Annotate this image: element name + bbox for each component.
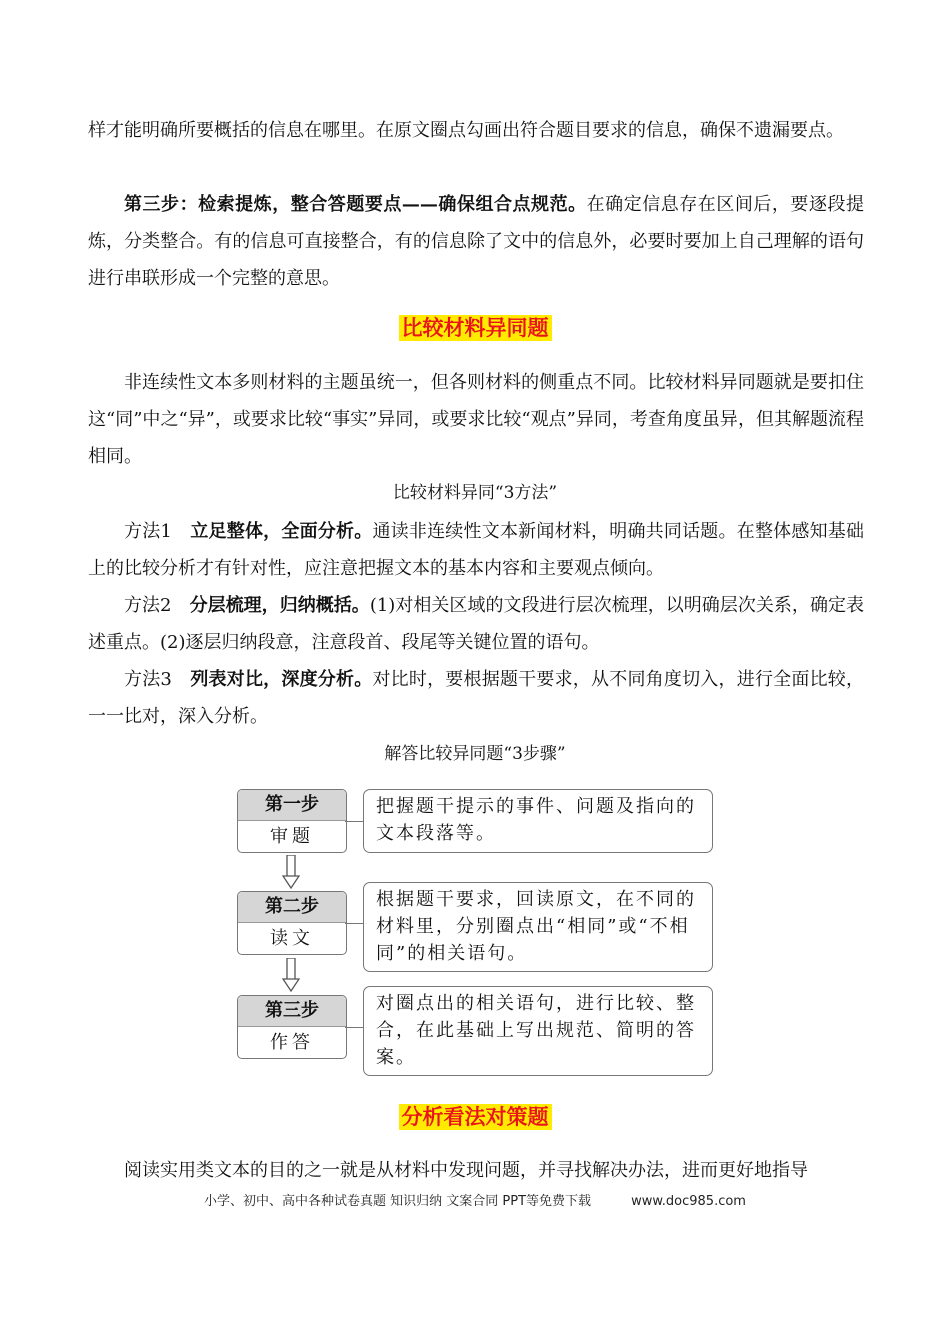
step-1-connector (345, 821, 363, 822)
section-heading-opinion (0, 1102, 950, 1132)
page-footer (0, 1190, 950, 1209)
method-2-body: (1)对相关区域的文段进行层次梳理，以明确层次关系，确定表述重点。(2)逐层归纳段意，注意段首、段尾等关键位置的语句。 (88, 595, 865, 653)
down-arrow-icon (282, 855, 300, 889)
paragraph-step3 (88, 186, 864, 297)
step-2-box (237, 891, 347, 955)
step-2-label: 读文 (270, 928, 314, 949)
step-3-label: 作答 (270, 1032, 314, 1053)
paragraph-method-1 (88, 513, 864, 587)
step-3-box (237, 995, 347, 1059)
method-3-label: 方法3 (124, 669, 191, 690)
down-arrow-icon (282, 958, 300, 992)
paragraph-opinion-intro: 阅读实用类文本的目的之一就是从材料中发现问题，并寻找解决办法，进而更好地指导 (124, 1160, 808, 1181)
step-1-description: 把握题干提示的事件、问题及指向的文本段落等。 (363, 789, 713, 853)
subheading-3-steps: 解答比较异同题“3步骤” (384, 744, 566, 764)
method-1-label: 方法1 (124, 521, 191, 542)
step-1-label: 审题 (270, 826, 314, 847)
section-heading-compare-text: 比较材料异同题 (399, 315, 552, 341)
subheading-3-methods: 比较材料异同“3方法” (392, 483, 558, 503)
step-3-title: 第三步 (238, 996, 346, 1027)
method-2-lead: 分层梳理，归纳概括。 (189, 595, 370, 616)
method-2-label: 方法2 (124, 595, 190, 616)
section-heading-opinion-text: 分析看法对策题 (399, 1104, 552, 1130)
step-3-connector (345, 1027, 363, 1028)
step-2-description: 根据题干要求，回读原文，在不同的材料里，分别圈点出“相同”或“不相同”的相关语句。 (363, 882, 713, 972)
method-1-lead: 立足整体，全面分析。 (190, 521, 373, 542)
paragraph-step2-end: 样才能明确所要概括的信息在哪里。在原文圈点勾画出符合题目要求的信息，确保不遗漏要点。 (88, 120, 844, 141)
step-2-connector (345, 923, 363, 924)
step-2-title: 第二步 (238, 892, 346, 923)
method-3-lead: 列表对比，深度分析。 (190, 669, 373, 690)
step3-body: 在确定信息存在区间后，要逐段提炼，分类整合。有的信息可直接整合，有的信息除了文中的信息外，必要时要加上自己理解的语句进行串联形成一个完整的意思。 (88, 194, 865, 289)
footer-text: 小学、初中、高中各种试卷真题 知识归纳 文案合同 PPT等免费下载 (204, 1194, 592, 1209)
step-1-title: 第一步 (238, 790, 346, 821)
step-3-description: 对圈点出的相关语句，进行比较、整合，在此基础上写出规范、简明的答案。 (363, 986, 713, 1076)
paragraph-compare-intro: 非连续性文本多则材料的主题虽统一，但各则材料的侧重点不同。比较材料异同题就是要扣住这“同”中之“异”，或要求比较“事实”异同，或要求比较“观点”异同，考查角度虽异，但其解题流程相同。 (88, 372, 864, 467)
paragraph-method-2 (88, 587, 864, 661)
section-heading-compare (0, 313, 950, 343)
method-1-body: 通读非连续性文本新闻材料，明确共同话题。在整体感知基础上的比较分析才有针对性，应注意把握文本的基本内容和主要观点倾向。 (88, 521, 865, 579)
paragraph-method-3 (88, 661, 864, 735)
step-1-box (237, 789, 347, 853)
step3-lead: 第三步：检索提炼，整合答题要点——确保组合点规范。 (124, 194, 587, 215)
method-3-body: 对比时，要根据题干要求，从不同角度切入，进行全面比较，一一比对，深入分析。 (88, 669, 865, 727)
footer-url[interactable]: www.doc985.com (631, 1194, 746, 1209)
